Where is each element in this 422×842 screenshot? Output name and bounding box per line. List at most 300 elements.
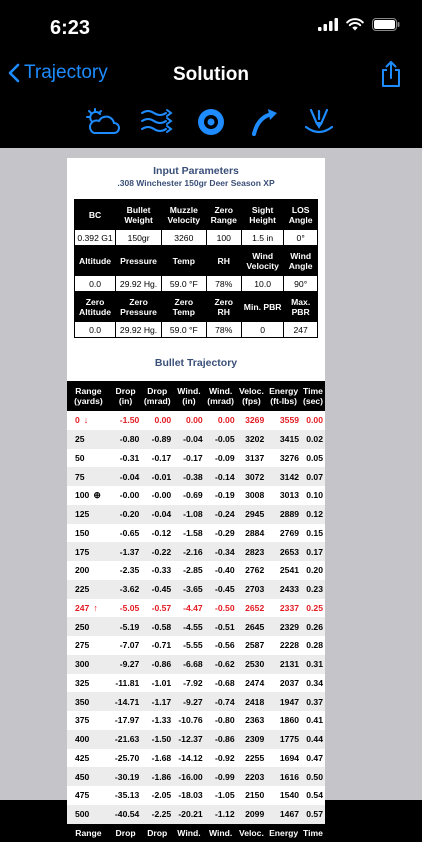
trajectory-cell: 2884	[245, 527, 265, 538]
trajectory-row	[67, 561, 325, 580]
range-cell	[67, 655, 110, 674]
column-header-label: Drop	[115, 385, 136, 396]
trajectory-cell: -0.62	[205, 655, 237, 674]
trajectory-cell: 2652	[245, 602, 265, 613]
trajectory-cell: -17.97	[114, 715, 140, 726]
trajectory-cell: 2228	[279, 640, 300, 651]
trajectory-cell: 3415	[266, 430, 301, 449]
param-value: 59.0 °F	[162, 322, 206, 338]
trajectory-row	[67, 786, 325, 805]
column-header-label: Wind.	[208, 385, 233, 396]
trajectory-footer-label: Energy	[266, 824, 301, 842]
trajectory-cell: 2645	[237, 617, 267, 636]
range-value: 325	[75, 677, 90, 688]
trajectory-cell: -0.58	[141, 617, 173, 636]
status-icons	[318, 18, 400, 31]
param-header: Zero Altitude	[75, 292, 116, 322]
trajectory-cell: -0.24	[205, 505, 237, 524]
trajectory-arrow-icon	[250, 107, 280, 137]
range-cell	[67, 599, 110, 618]
trajectory-cell: 0.44	[301, 730, 325, 749]
trajectory-footer-label: Wind.	[173, 824, 204, 842]
range-cell	[67, 542, 110, 561]
arrow-down-icon: ↓	[83, 415, 89, 426]
range-cell	[67, 767, 110, 786]
trajectory-cell: 3137	[245, 452, 265, 463]
trajectory-cell: 0.47	[306, 752, 323, 763]
trajectory-row	[67, 580, 325, 599]
wind-button[interactable]	[130, 102, 184, 142]
trajectory-row	[67, 692, 325, 711]
range-cell	[67, 524, 110, 543]
param-value: 3260	[162, 230, 206, 246]
trajectory-cell: 2418	[237, 692, 267, 711]
trajectory-cell: -16.00	[173, 767, 204, 786]
range-value: 300	[75, 659, 90, 670]
trajectory-cell: -0.45	[141, 580, 173, 599]
trajectory-cell: -0.34	[205, 542, 237, 561]
share-icon	[380, 60, 402, 88]
trajectory-cell: -0.80	[215, 715, 235, 726]
trajectory-cell: -1.58	[183, 527, 203, 538]
trajectory-cell: 0.17	[301, 542, 325, 561]
trajectory-cell: -18.03	[178, 790, 203, 801]
range-cell	[67, 674, 110, 693]
trajectory-table	[67, 381, 325, 842]
trajectory-cell: -0.04	[173, 430, 204, 449]
trajectory-cell: 0.00	[306, 415, 323, 426]
column-header-label: Energy	[269, 385, 299, 396]
trajectory-cell: 0.00	[185, 415, 203, 426]
trajectory-cell: 2769	[279, 527, 300, 538]
params-header-row	[75, 246, 318, 276]
param-header: Pressure	[116, 246, 162, 276]
trajectory-cell: 3202	[237, 430, 267, 449]
trajectory-cell: -30.19	[110, 767, 141, 786]
trajectory-cell: -0.05	[205, 430, 237, 449]
trajectory-column-header	[237, 381, 267, 411]
trajectory-footer-label: Drop	[110, 824, 141, 842]
range-cell	[67, 561, 110, 580]
trajectory-cell: 3276	[279, 452, 300, 463]
trajectory-cell: -4.47	[183, 602, 203, 613]
param-header: Wind Velocity	[241, 246, 283, 276]
trajectory-cell: -6.68	[173, 655, 204, 674]
range-value: 25	[75, 434, 85, 445]
trajectory-column-header	[205, 381, 237, 411]
trajectory-cell: -7.92	[183, 677, 203, 688]
range-cell	[67, 692, 110, 711]
trajectory-cell: 3013	[279, 490, 300, 501]
impact-button[interactable]	[292, 102, 346, 142]
trajectory-cell: 1947	[266, 692, 301, 711]
trajectory-cell: 1540	[279, 790, 300, 801]
range-value: 375	[75, 715, 90, 726]
param-value: 10.0	[241, 276, 283, 292]
range-value: 250	[75, 621, 90, 632]
trajectory-cell: 2653	[266, 542, 301, 561]
trajectory-cell: -0.92	[215, 752, 235, 763]
trajectory-cell: 0.10	[306, 490, 323, 501]
param-header: RH	[206, 246, 241, 276]
column-header-unit: (fps)	[242, 396, 261, 406]
param-value: 0	[241, 322, 283, 338]
trajectory-cell: 0.00	[217, 415, 235, 426]
trajectory-row	[67, 655, 325, 674]
trajectory-cell: -2.05	[151, 790, 172, 801]
cartridge-subtitle: .308 Winchester 150gr Deer Season XP	[117, 178, 275, 188]
trajectory-cell: -0.00	[119, 490, 140, 501]
trajectory-cell: 2309	[237, 730, 267, 749]
trajectory-row	[67, 617, 325, 636]
range-cell	[67, 430, 110, 449]
trajectory-cell: -7.07	[119, 640, 140, 651]
trajectory-cell: -0.86	[205, 730, 237, 749]
zero-crosshair-icon: ⊕	[93, 489, 101, 500]
back-button-label: Trajectory	[24, 62, 108, 83]
solution-report	[67, 158, 325, 842]
trajectory-cell: -0.71	[151, 640, 172, 651]
range-value: 275	[75, 640, 90, 651]
trajectory-cell: 2474	[245, 677, 265, 688]
trajectory-cell: 0.37	[301, 692, 325, 711]
trajectory-cell: 0.50	[301, 767, 325, 786]
trajectory-cell: 2150	[245, 790, 265, 801]
trajectory-cell: -0.29	[215, 527, 235, 538]
column-header-unit: (in)	[118, 396, 133, 406]
trajectory-cell: -0.38	[173, 467, 204, 486]
trajectory-cell: 3142	[266, 467, 301, 486]
trajectory-cell: -0.51	[205, 617, 237, 636]
range-value: 425	[75, 752, 90, 763]
column-header-unit: (in)	[182, 396, 196, 406]
trajectory-row	[67, 674, 325, 693]
trajectory-cell: 3269	[245, 415, 265, 426]
column-header-label: Time	[303, 385, 323, 396]
trajectory-cell: -0.40	[215, 565, 235, 576]
params-header-row	[75, 292, 318, 322]
trajectory-row	[67, 430, 325, 449]
range-value: 50	[75, 452, 85, 463]
trajectory-cell: -0.57	[151, 602, 172, 613]
trajectory-cell: 0.28	[306, 640, 323, 651]
trajectory-header-row	[67, 381, 325, 411]
range-value: 0	[75, 415, 80, 426]
params-value-row	[75, 276, 318, 292]
param-value: 29.92 Hg.	[116, 276, 162, 292]
trajectory-cell: -0.12	[151, 527, 172, 538]
param-header: Altitude	[75, 246, 116, 276]
trajectory-cell: -2.35	[119, 565, 140, 576]
trajectory-cell: -0.04	[110, 467, 141, 486]
trajectory-cell: 0.26	[301, 617, 325, 636]
chevron-left-icon	[8, 63, 20, 83]
param-header: Max. PBR	[284, 292, 318, 322]
trajectory-cell: -1.50	[141, 730, 173, 749]
trajectory-cell: -0.19	[215, 490, 235, 501]
trajectory-cell: -1.08	[173, 505, 204, 524]
trajectory-cell: -5.19	[110, 617, 141, 636]
trajectory-cell: 0.12	[301, 505, 325, 524]
range-cell	[67, 730, 110, 749]
trajectory-row	[67, 524, 325, 543]
trajectory-cell: 1467	[266, 805, 301, 824]
trajectory-cell: 0.34	[306, 677, 323, 688]
trajectory-column-header	[141, 381, 173, 411]
trajectory-cell: 0.23	[301, 580, 325, 599]
trajectory-cell: 1694	[279, 752, 300, 763]
column-header-unit: (yards)	[74, 396, 103, 406]
trajectory-cell: 0.15	[306, 527, 323, 538]
trajectory-footer-label: Drop	[141, 824, 173, 842]
range-cell	[67, 617, 110, 636]
trajectory-button[interactable]	[238, 102, 292, 142]
trajectory-cell: -0.56	[215, 640, 235, 651]
trajectory-cell: -12.37	[173, 730, 204, 749]
trajectory-cell: -0.86	[141, 655, 173, 674]
param-header: Min. PBR	[241, 292, 283, 322]
param-header: Zero Temp	[162, 292, 206, 322]
param-value: 78%	[206, 322, 241, 338]
trajectory-cell: 0.00	[154, 415, 172, 426]
trajectory-cell: -0.80	[110, 430, 141, 449]
target-icon	[196, 107, 226, 137]
trajectory-row	[67, 599, 325, 618]
range-value: 350	[75, 696, 90, 707]
column-header-unit: (sec)	[302, 396, 324, 406]
param-value: 100	[206, 230, 241, 246]
wind-icon	[139, 107, 175, 137]
param-value: 59.0 °F	[162, 276, 206, 292]
range-cell	[67, 580, 110, 599]
trajectory-cell: -2.85	[183, 565, 203, 576]
range-value: 225	[75, 584, 90, 595]
trajectory-cell: -1.12	[205, 805, 237, 824]
param-value: 0°	[284, 230, 318, 246]
trajectory-row	[67, 711, 325, 730]
trajectory-column-header	[301, 381, 325, 411]
trajectory-cell: 0.05	[306, 452, 323, 463]
trajectory-cell: 2889	[266, 505, 301, 524]
params-value-row	[75, 322, 318, 338]
param-header: Sight Height	[241, 200, 283, 230]
trajectory-cell: 2363	[245, 715, 265, 726]
trajectory-cell: -1.50	[119, 415, 140, 426]
content-area[interactable]	[0, 148, 422, 838]
trajectory-cell: -5.05	[119, 602, 140, 613]
column-header-label: Wind.	[177, 385, 201, 396]
trajectory-cell: 2329	[266, 617, 301, 636]
trajectory-body	[67, 411, 325, 824]
trajectory-cell: 2823	[237, 542, 267, 561]
param-header: Wind Angle	[284, 246, 318, 276]
param-header: Zero Range	[206, 200, 241, 230]
range-cell	[67, 486, 110, 505]
trajectory-cell: -0.09	[215, 452, 235, 463]
trajectory-row	[67, 486, 325, 505]
trajectory-cell: -0.45	[205, 580, 237, 599]
trajectory-cell: 2530	[237, 655, 267, 674]
trajectory-cell: 2099	[237, 805, 267, 824]
solution-toolbar	[0, 98, 422, 146]
trajectory-cell: -0.50	[215, 602, 235, 613]
column-header-unit: (ft-lbs)	[270, 396, 297, 406]
param-header: Bullet Weight	[116, 200, 162, 230]
trajectory-cell: 0.54	[306, 790, 323, 801]
weather-icon	[84, 107, 122, 137]
trajectory-footer-label: Range	[67, 824, 110, 842]
trajectory-cell: -0.00	[151, 490, 172, 501]
trajectory-cell: -1.37	[110, 542, 141, 561]
column-header-unit: (mrad)	[143, 396, 171, 406]
trajectory-cell: -5.55	[183, 640, 203, 651]
trajectory-cell: -0.22	[141, 542, 173, 561]
trajectory-cell: 2945	[237, 505, 267, 524]
trajectory-footer-label: Veloc.	[237, 824, 267, 842]
trajectory-cell: 2255	[245, 752, 265, 763]
trajectory-cell: -1.68	[151, 752, 172, 763]
range-value: 75	[75, 471, 85, 482]
target-button[interactable]	[184, 102, 238, 142]
range-value: 150	[75, 527, 90, 538]
trajectory-cell: 0.41	[306, 715, 323, 726]
trajectory-cell: 2541	[279, 565, 300, 576]
param-header: Zero RH	[206, 292, 241, 322]
trajectory-column-header	[173, 381, 204, 411]
param-value: 150gr	[116, 230, 162, 246]
column-header-unit: (mrad)	[207, 396, 235, 406]
trajectory-cell: -3.65	[173, 580, 204, 599]
trajectory-row	[67, 449, 325, 468]
trajectory-cell: -3.62	[110, 580, 141, 599]
trajectory-row	[67, 805, 325, 824]
column-header-label: Veloc.	[239, 385, 264, 396]
trajectory-column-header	[266, 381, 301, 411]
trajectory-footer-label: Wind.	[205, 824, 237, 842]
trajectory-cell: -14.12	[178, 752, 203, 763]
param-header: Zero Pressure	[116, 292, 162, 322]
trajectory-cell: 1860	[279, 715, 300, 726]
trajectory-row	[67, 767, 325, 786]
trajectory-column-header	[67, 381, 110, 411]
trajectory-cell: -1.86	[141, 767, 173, 786]
param-value: 0.0	[75, 276, 116, 292]
trajectory-cell: 2762	[245, 565, 265, 576]
trajectory-cell: -1.05	[215, 790, 235, 801]
trajectory-cell: -0.31	[119, 452, 140, 463]
range-value: 247	[75, 602, 90, 613]
range-cell	[67, 505, 110, 524]
trajectory-row	[67, 542, 325, 561]
range-value: 100	[75, 489, 90, 500]
trajectory-cell: 0.02	[301, 430, 325, 449]
battery-icon	[372, 18, 400, 31]
trajectory-cell: -9.27	[173, 692, 204, 711]
param-header: BC	[75, 200, 116, 230]
trajectory-column-header	[110, 381, 141, 411]
weather-button[interactable]	[76, 102, 130, 142]
trajectory-cell: -20.21	[173, 805, 204, 824]
trajectory-cell: -21.63	[110, 730, 141, 749]
param-header: Temp	[162, 246, 206, 276]
param-value: 90°	[284, 276, 318, 292]
range-cell	[67, 411, 110, 430]
trajectory-cell: 3072	[237, 467, 267, 486]
trajectory-cell: -35.13	[114, 790, 140, 801]
trajectory-cell: 0.31	[301, 655, 325, 674]
trajectory-cell: -0.04	[141, 505, 173, 524]
trajectory-row	[67, 636, 325, 655]
trajectory-row	[67, 411, 325, 430]
trajectory-cell: 2203	[237, 767, 267, 786]
trajectory-cell: -0.68	[215, 677, 235, 688]
column-header-label: Range	[75, 385, 102, 396]
bullet-trajectory-title: Bullet Trajectory	[154, 357, 238, 369]
cellular-signal-icon	[318, 18, 338, 31]
params-value-row	[75, 230, 318, 246]
trajectory-cell: -0.33	[151, 565, 172, 576]
trajectory-cell: -0.17	[183, 452, 203, 463]
trajectory-cell: -2.25	[141, 805, 173, 824]
param-value: 0.0	[75, 322, 116, 338]
trajectory-cell: -2.16	[173, 542, 204, 561]
trajectory-cell: 2587	[245, 640, 265, 651]
trajectory-cell: -1.17	[141, 692, 173, 711]
param-value: 0.392 G1	[75, 230, 116, 246]
param-header: Muzzle Velocity	[162, 200, 206, 230]
trajectory-cell: 3008	[245, 490, 265, 501]
param-value: 78%	[206, 276, 241, 292]
trajectory-cell: -0.89	[141, 430, 173, 449]
impact-icon	[302, 107, 336, 137]
trajectory-cell: 2037	[279, 677, 300, 688]
trajectory-cell: -1.33	[151, 715, 172, 726]
trajectory-cell: -0.65	[119, 527, 140, 538]
trajectory-row	[67, 749, 325, 768]
input-parameters-title: Input Parameters	[153, 165, 239, 177]
wifi-icon	[346, 18, 364, 31]
trajectory-cell: -0.01	[141, 467, 173, 486]
trajectory-cell: -0.14	[205, 467, 237, 486]
range-cell	[67, 711, 110, 730]
trajectory-cell: 0.57	[301, 805, 325, 824]
trajectory-cell: -25.70	[114, 752, 140, 763]
range-value: 475	[75, 790, 90, 801]
range-cell	[67, 786, 110, 805]
trajectory-cell: -14.71	[110, 692, 141, 711]
navigation-bar	[0, 56, 422, 98]
back-button[interactable]	[8, 62, 108, 84]
trajectory-cell: 2703	[237, 580, 267, 599]
param-value: 247	[284, 322, 318, 338]
share-button[interactable]	[380, 60, 402, 93]
trajectory-cell: 0.25	[306, 602, 323, 613]
trajectory-cell: 1616	[266, 767, 301, 786]
trajectory-cell: -0.74	[205, 692, 237, 711]
trajectory-cell: -0.69	[183, 490, 203, 501]
trajectory-cell: 3559	[279, 415, 300, 426]
param-header: LOS Angle	[284, 200, 318, 230]
column-header-label: Drop	[147, 385, 168, 396]
trajectory-cell: -0.99	[205, 767, 237, 786]
range-cell	[67, 749, 110, 768]
range-value: 175	[75, 546, 90, 557]
trajectory-cell: -0.17	[151, 452, 172, 463]
range-cell	[67, 449, 110, 468]
trajectory-cell: -0.20	[110, 505, 141, 524]
input-parameters-table	[74, 199, 318, 338]
range-cell	[67, 636, 110, 655]
